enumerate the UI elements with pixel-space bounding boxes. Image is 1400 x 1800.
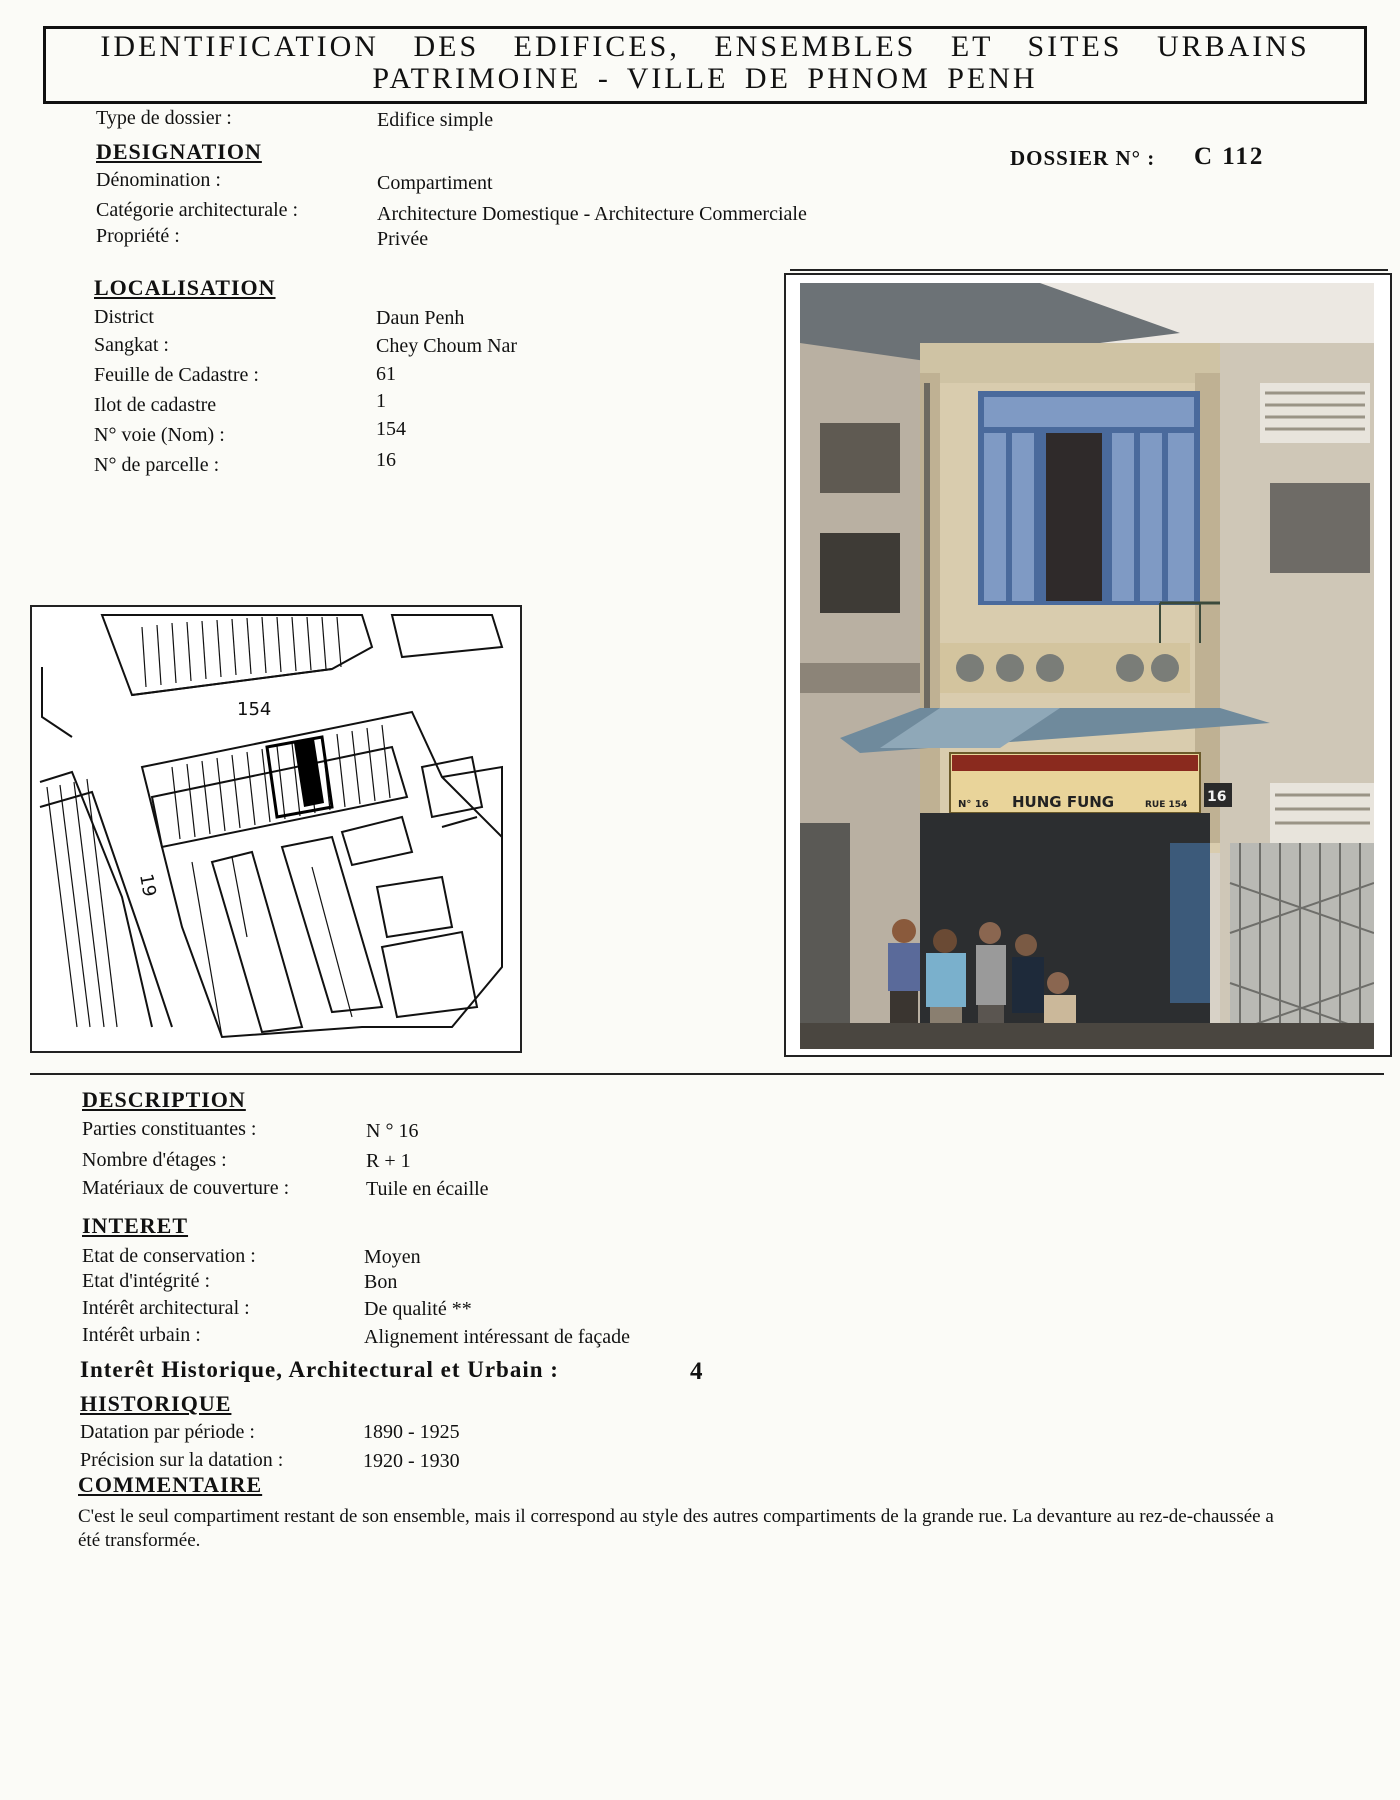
localisation-label-ilot: Ilot de cadastre [94,394,217,416]
localisation-label-feuille: Feuille de Cadastre : [94,364,259,386]
description-label-parties: Parties constituantes : [82,1118,257,1140]
description-label-etages: Nombre d'étages : [82,1149,227,1171]
historique-label-precision: Précision sur la datation : [80,1449,284,1471]
interet-value-conservation: Moyen [364,1246,421,1268]
description-value-etages: R + 1 [366,1150,411,1172]
localisation-value-voie: 154 [376,418,406,440]
interet-heading: INTERET [82,1213,189,1238]
map-street-label-19: 19 [135,872,160,899]
commentaire-text: C'est le seul compartiment restant de son ensemble, mais il correspond au style des autres compartiments de la grande rue. La devanture au rez-de-chaussée a été transformée. [78,1506,1274,1551]
dossier-number-value: C 112 [1194,143,1265,170]
photo-house-number: 16 [1207,789,1227,805]
interet-label-conservation: Etat de conservation : [82,1245,256,1267]
description-heading: DESCRIPTION [82,1087,246,1112]
header-title-line2: PATRIMOINE - VILLE DE PHNOM PENH [372,62,1038,95]
designation-value-propriete: Privée [377,228,429,250]
photo-sign-name: HUNG FUNG [1012,793,1115,811]
description-value-materiaux: Tuile en écaille [366,1178,489,1200]
map-street-label-154: 154 [237,699,272,720]
description-value-parties: N ° 16 [366,1120,419,1142]
header-title-line1: IDENTIFICATION DES EDIFICES, ENSEMBLES ET SITES URBAINS [100,30,1310,63]
historique-value-precision: 1920 - 1930 [363,1450,460,1472]
localisation-value-feuille: 61 [376,363,396,385]
localisation-label-parcelle: N° de parcelle : [94,454,220,476]
header-box [43,26,1367,104]
localisation-value-district: Daun Penh [376,307,465,329]
designation-heading: DESIGNATION [96,139,262,164]
designation-value-categorie: Architecture Domestique - Architecture Commerciale [377,203,807,225]
historique-heading: HISTORIQUE [80,1391,232,1416]
localisation-heading: LOCALISATION [94,275,276,300]
designation-label-denomination: Dénomination : [96,169,221,191]
description-label-materiaux: Matériaux de couverture : [82,1177,290,1199]
localisation-value-parcelle: 16 [376,449,396,471]
divider-top [790,269,1388,271]
interet-value-integrite: Bon [364,1271,398,1293]
photo-sign-street: RUE 154 [1145,800,1188,810]
cadastre-map [30,605,522,1053]
localisation-value-ilot: 1 [376,390,386,412]
localisation-label-voie: N° voie (Nom) : [94,424,225,446]
designation-label-propriete: Propriété : [96,225,180,247]
cadastre-map-drawing [32,607,520,1051]
designation-value-denomination: Compartiment [377,172,493,194]
building-photo-frame [784,273,1392,1057]
divider-middle [30,1073,1384,1075]
interet-value-architectural: De qualité ** [364,1298,472,1320]
interet-label-urbain: Intérêt urbain : [82,1324,201,1346]
designation-label-categorie: Catégorie architecturale : [96,199,299,221]
interet-score-value: 4 [690,1358,703,1385]
localisation-value-sangkat: Chey Choum Nar [376,335,518,357]
type-dossier-label: Type de dossier : [96,107,232,129]
dossier-number-label: DOSSIER N° : [1010,146,1156,170]
type-dossier-value: Edifice simple [377,109,494,131]
historique-label-periode: Datation par période : [80,1421,255,1443]
localisation-label-district: District [94,306,154,328]
localisation-label-sangkat: Sangkat : [94,334,169,356]
interet-label-integrite: Etat d'intégrité : [82,1270,211,1292]
photo-sign-number: N° 16 [958,799,989,810]
historique-value-periode: 1890 - 1925 [363,1421,460,1443]
commentaire-heading: COMMENTAIRE [78,1472,263,1497]
interet-value-urbain: Alignement intéressant de façade [364,1326,630,1348]
building-photo [800,283,1374,1049]
interet-label-architectural: Intérêt architectural : [82,1297,250,1319]
interet-score-label: Interêt Historique, Architectural et Urbain : [80,1357,559,1382]
